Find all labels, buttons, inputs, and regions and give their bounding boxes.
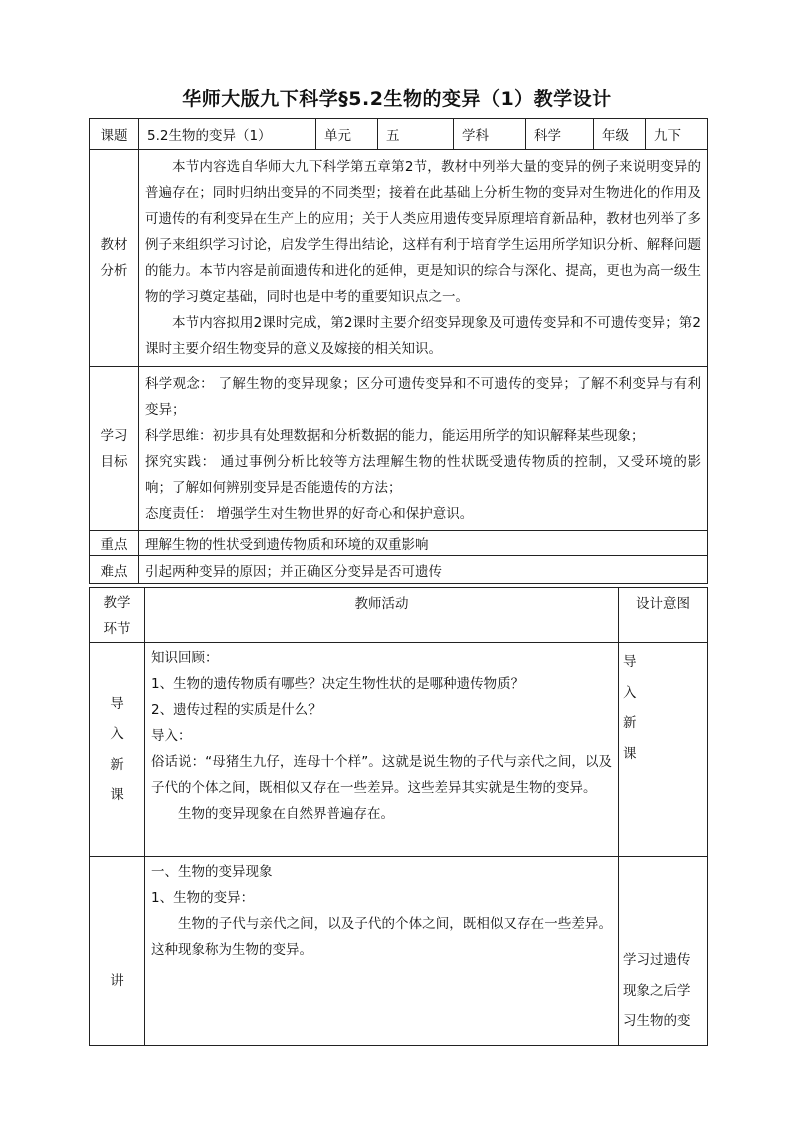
key-point-text: 理解生物的性状受到遗传物质和环境的双重影响 xyxy=(139,531,708,556)
objective-science-thinking: 科学思维：初步具有处理数据和分析数据的能力，能运用所学的知识解释某些现象； xyxy=(145,427,645,444)
analysis-label xyxy=(90,150,139,367)
lecture-row xyxy=(90,857,708,1046)
intro-question-1: 1、生物的遗传物质有哪些？决定生物性状的是哪种遗传物质？ xyxy=(151,676,525,692)
objectives-row xyxy=(90,367,708,531)
intro-lead-in-heading: 导入： xyxy=(151,728,192,744)
intro-design-char: 导 xyxy=(623,654,637,670)
objective-inquiry-practice: 探究实践： 通过事例分析比较等方法理解生物的性状既受遗传物质的控制，又受环境的影响；了解如何辨别变异是否能遗传的方法； xyxy=(145,453,701,496)
header-row xyxy=(90,119,708,150)
objective-science-concept: 科学观念： 了解生物的变异现象；区分可遗传变异和不可遗传的变异；了解不利变异与有利变异； xyxy=(145,375,701,418)
stage-header-line2: 环节 xyxy=(103,621,131,637)
intro-design-char: 新 xyxy=(623,715,637,731)
intro-review-heading: 知识回顾： xyxy=(151,650,219,666)
intro-conclusion: 生物的变异现象在自然界普遍存在。 xyxy=(178,806,394,822)
intro-stage-char: 入 xyxy=(110,726,124,742)
analysis-paragraph-1: 本节内容选自华师大九下科学第五章第2节，教材中列举大量的变异的例子来说明变异的普遍存在；同时归纳出变异的不同类型；接着在此基础上分析生物的变异对生物进化的作用及可遗传的有利变异在生产上的应用；关于人类应用遗传变异原理培育新品种，教材也列举了多例子来组织学习讨论，启发学生得出结论，这样有利于培育学生运用所学知识分析、解释问题的能力。本节内容是前面遗传和进化的延伸，更是知识的综合与深化、提高，更也为高一级生物的学习奠定基础，同时也是中考的重要知识点之一。 xyxy=(145,159,701,305)
lecture-design-text: 学习过遗传现象之后学习生物的变 xyxy=(623,952,691,1029)
intro-design-char: 课 xyxy=(623,745,637,762)
intro-design-intent xyxy=(619,643,708,857)
objective-attitude: 态度责任： 增强学生对生物世界的好奇心和保护意识。 xyxy=(145,505,474,522)
info-table xyxy=(89,118,708,584)
topic-label: 课题 xyxy=(90,119,139,150)
process-header-row xyxy=(90,588,708,643)
intro-row xyxy=(90,643,708,857)
difficulty-row xyxy=(90,556,708,584)
grade-label: 年级 xyxy=(594,119,646,150)
lecture-subheading: 1、生物的变异： xyxy=(151,890,255,906)
intro-stage xyxy=(90,643,145,857)
analysis-label-line1: 教材 xyxy=(100,237,128,253)
intro-proverb: 俗话说：“母猪生九仔，连母十个样”。这就是说生物的子代与亲代之间，以及子代的个体之间，既相似又存在一些差异。这些差异其实就是生物的变异。 xyxy=(151,754,612,796)
difficulty-label: 难点 xyxy=(90,556,139,584)
analysis-content xyxy=(139,150,708,367)
process-table xyxy=(89,587,708,1046)
lecture-heading: 一、生物的变异现象 xyxy=(151,864,273,880)
stage-header xyxy=(90,588,145,643)
teacher-activity-header: 教师活动 xyxy=(145,588,619,643)
analysis-label-line2: 分析 xyxy=(100,263,128,279)
difficulty-text: 引起两种变异的原因；并正确区分变异是否可遗传 xyxy=(139,556,708,584)
objectives-label-line1: 学习 xyxy=(100,427,128,444)
page-title: 华师大版九下科学§5.2生物的变异（1）教学设计 xyxy=(182,88,612,110)
key-point-label: 重点 xyxy=(90,531,139,556)
unit-value: 五 xyxy=(378,119,454,150)
objectives-label xyxy=(90,367,139,531)
unit-label: 单元 xyxy=(316,119,378,150)
lecture-design-intent xyxy=(619,857,708,1046)
analysis-paragraph-2: 本节内容拟用2课时完成，第2课时主要介绍变异现象及可遗传变异和不可遗传变异；第2课时主要介绍生物变异的意义及嫁接的相关知识。 xyxy=(145,315,701,357)
lecture-stage: 讲 xyxy=(90,857,145,1046)
intro-design-char: 入 xyxy=(623,684,637,701)
stage-header-line1: 教学 xyxy=(103,595,131,611)
analysis-row xyxy=(90,150,708,367)
topic-value: 5.2生物的变异（1） xyxy=(139,119,316,150)
lecture-definition: 生物的子代与亲代之间，以及子代的个体之间，既相似又存在一些差异。这种现象称为生物的变异。 xyxy=(151,916,612,958)
intro-stage-char: 新 xyxy=(110,756,124,773)
intro-stage-char: 课 xyxy=(110,787,124,803)
subject-label: 学科 xyxy=(454,119,526,150)
lecture-teacher-activity xyxy=(145,857,619,1046)
intro-question-2: 2、遗传过程的实质是什么？ xyxy=(151,702,322,718)
intro-stage-chars xyxy=(90,689,144,811)
subject-value: 科学 xyxy=(526,119,594,150)
objectives-content xyxy=(139,367,708,531)
design-intent-header: 设计意图 xyxy=(619,588,708,643)
key-point-row xyxy=(90,531,708,556)
intro-teacher-activity xyxy=(145,643,619,857)
intro-stage-char: 导 xyxy=(110,695,124,712)
grade-value: 九下 xyxy=(646,119,708,150)
objectives-label-line2: 目标 xyxy=(100,453,128,470)
